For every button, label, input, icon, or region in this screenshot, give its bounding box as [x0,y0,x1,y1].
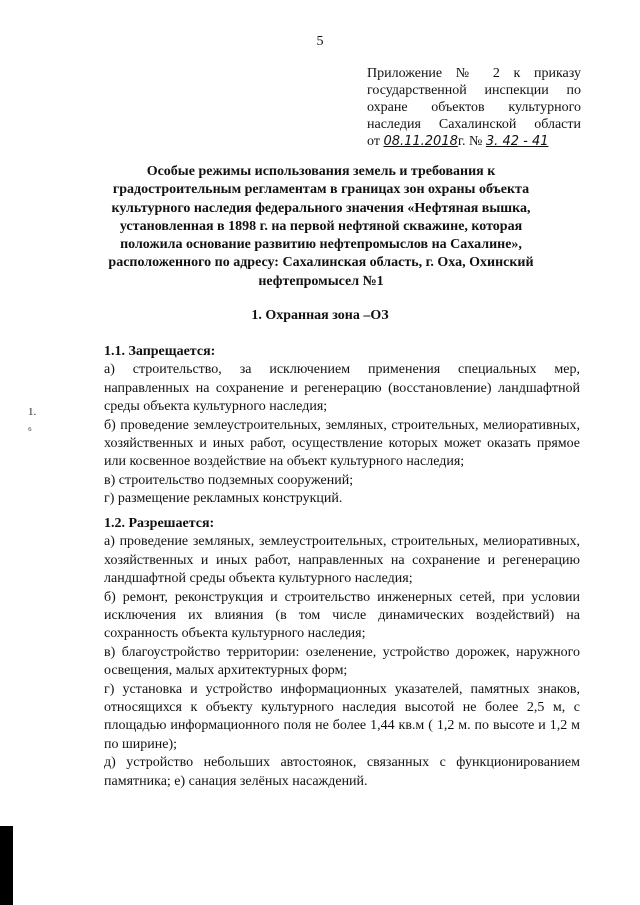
allowed-item-a: а) проведение земляных, землеустроительных, строительных, мелиоративных, хозяйственных и иных работ, направленных на сохранение и регенерацию ландшафтной среды объекта культурного наследия; [104,534,580,587]
scan-edge-mark [0,826,13,905]
date-prefix: от [367,134,380,149]
forbidden-heading: 1.1. Запрещается: [104,344,216,359]
forbidden-item-a: а) строительство, за исключением применения специальных мер, направленных на сохранение и регенерацию (восстановление) ландшафтной среды объекта культурного наследия; [104,362,580,415]
handwritten-date: 08.11.2018 [383,134,458,149]
allowed-item-d: д) устройство небольших автостоянок, связанных с функционированием памятника; е) санация зелёных насаждений. [104,755,580,789]
appendix-line-3: охране объектов культурного [367,100,581,115]
allowed-item-b: б) ремонт, реконструкция и строительство инженерных сетей, при условии исключения их влияния (в том числе динамических воздействий) на сохранность объекта культурного наследия; [104,589,580,642]
section-title: 1. Охранная зона –ОЗ [251,308,389,323]
appendix-line-4: наследия Сахалинской области [367,117,581,132]
allowed-item-g: г) установка и устройство информационных указателей, памятных знаков, относящихся к объекту культурного наследия высотой не более 2,5 м, с площадью информационного поля не более 1,44 кв.м ( 1,2 м. по высоте и 1,2 м по ширине); [104,681,580,752]
document-title: Особые режимы использования земель и требования к градостроительным регламентам в границах зон охраны объекта культурного наследия федерального значения «Нефтяная вышка, установленная в 1898 г. на первой нефтяной скважине, которая положила основание развитию нефтепромыслов на Сахалине», расположенного по адресу: Сахалинская область, г. Оха, Охинский нефтепромысел №1 [108,164,534,289]
appendix-line-2: государственной инспекции по [367,83,581,98]
forbidden-section [104,343,580,509]
year-suffix: г. № [457,134,483,149]
margin-mark-1: 1. [28,406,37,418]
appendix-date-line [367,133,581,150]
forbidden-item-g: г) размещение рекламных конструкций. [104,491,343,507]
allowed-heading: 1.2. Разрешается: [104,516,215,531]
margin-mark-2: ₆ [28,420,32,432]
allowed-item-v: в) благоустройство территории: озеленение, устройство дорожек, наружного освещения, малых архитектурных форм; [104,644,580,679]
margin-marks [28,405,36,433]
forbidden-item-b: б) проведение землеустроительных, земляных, строительных, мелиоративных, хозяйственных и иных работ, осуществление которых может оказать прямое или косвенное воздействие на объект культурного наследия; [104,417,580,470]
forbidden-item-v: в) строительство подземных сооружений; [104,472,354,488]
appendix-line-1: Приложение № 2 к приказу [367,66,581,81]
handwritten-order-number: 3. 42 - 41 [485,134,549,149]
appendix-header [367,65,581,150]
allowed-section [104,515,580,791]
page-number: 5 [316,34,324,49]
